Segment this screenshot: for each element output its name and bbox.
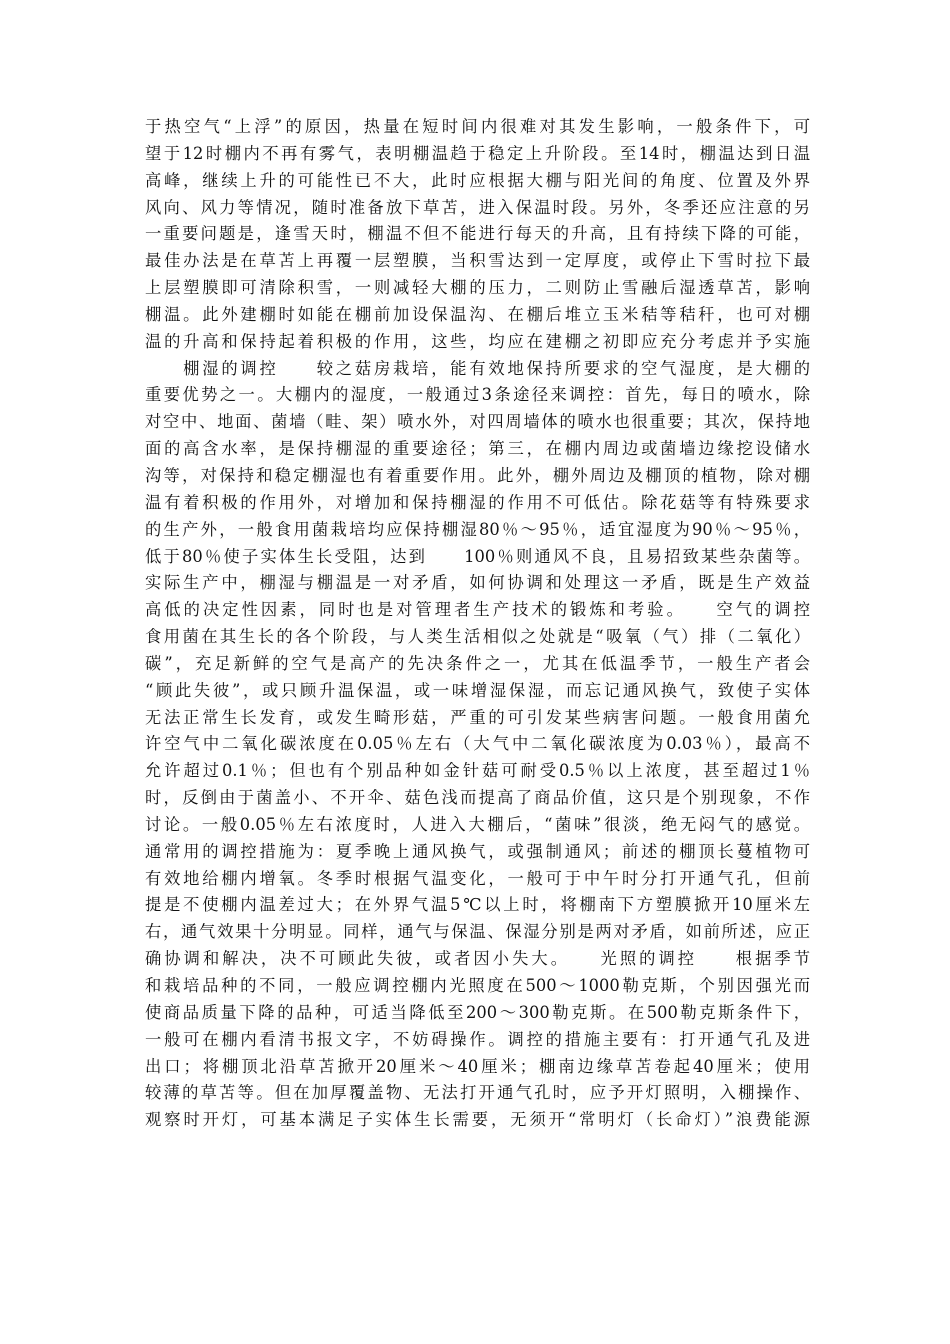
text-line: 有效地给棚内增氧。冬季时根据气温变化，一般可于中午时分打开通气孔，但前	[145, 868, 810, 888]
text-line: 实际生产中，棚湿与棚温是一对矛盾，如何协调和处理这一矛盾，既是生产效益	[145, 573, 810, 593]
text-line: 一般可在棚内看清书报文字，不妨碍操作。调控的措施主要有：打开通气孔及进	[145, 1029, 810, 1049]
text-line: 许空气中二氧化碳浓度在0.05％左右（大气中二氧化碳浓度为0.03％），最高不	[145, 734, 810, 754]
text-line: 较薄的草苫等。但在加厚覆盖物、无法打开通气孔时，应予开灯照明，入棚操作、	[145, 1083, 810, 1103]
text-line: 风向、风力等情况，随时准备放下草苫，进入保温时段。另外，冬季还应注意的另	[145, 197, 810, 217]
text-line: 高峰，继续上升的可能性已不大，此时应根据大棚与阳光间的角度、位置及外界	[145, 170, 810, 190]
text-line: 食用菌在其生长的各个阶段，与人类生活相似之处就是“吸氧（气）排（二氧化）	[145, 627, 810, 647]
text-line: 于热空气“上浮”的原因，热量在短时间内很难对其发生影响，一般条件下，可	[145, 117, 810, 136]
text-line: 沟等，对保持和稳定棚湿也有着重要作用。此外，棚外周边及棚顶的植物，除对棚	[145, 465, 810, 485]
text-line: 最佳办法是在草苫上再覆一层塑膜，当积雪达到一定厚度，或停止下雪时拉下最	[145, 251, 810, 271]
text-line: 温有着积极的作用外，对增加和保持棚湿的作用不可低估。除花菇等有特殊要求	[145, 492, 810, 512]
text-line: 观察时开灯，可基本满足子实体生长需要，无须开“常明灯（长命灯）”浪费能源	[145, 1110, 810, 1130]
text-line: 上层塑膜即可清除积雪，一则减轻大棚的压力，二则防止雪融后湿透草苫，影响	[145, 278, 810, 298]
text-line: 使商品质量下降的品种，可适当降低至200～300勒克斯。在500勒克斯条件下，	[145, 1002, 810, 1022]
text-line: “顾此失彼”，或只顾升温保温，或一味增湿保湿，而忘记通风换气，致使子实体	[145, 680, 810, 700]
text-line: 高低的决定性因素，同时也是对管理者生产技术的锻炼和考验。 空气的调控	[145, 600, 810, 620]
text-line: 一重要问题是，逢雪天时，棚温不但不能进行每天的升高，且有持续下降的可能，	[145, 224, 810, 244]
text-line: 确协调和解决，决不可顾此失彼，或者因小失大。 光照的调控 根据季节	[145, 949, 810, 969]
text-line: 面的高含水率，是保持棚湿的重要途径；第三，在棚内周边或菌墙边缘挖设储水	[145, 439, 810, 459]
text-line: 望于12时棚内不再有雾气，表明棚温趋于稳定上升阶段。至14时，棚温达到日温	[145, 143, 810, 163]
text-line: 讨论。一般0.05％左右浓度时，人进入大棚后，“菌味”很淡，绝无闷气的感觉。	[145, 814, 810, 834]
text-line: 对空中、地面、菌墙（畦、架）喷水外，对四周墙体的喷水也很重要；其次，保持地	[145, 412, 810, 432]
text-line: 时，反倒由于菌盖小、不开伞、菇色浅而提高了商品价值，这只是个别现象，不作	[145, 788, 810, 808]
text-line: 允许超过0.1％；但也有个别品种如金针菇可耐受0.5％以上浓度，甚至超过1％	[145, 761, 810, 781]
text-line: 和栽培品种的不同，一般应调控棚内光照度在500～1000勒克斯，个别因强光而	[145, 976, 810, 995]
text-line: 提是不使棚内温差过大；在外界气温5℃以上时，将棚南下方塑膜掀开10厘米左	[145, 895, 810, 915]
text-line: 低于80％使子实体生长受阻，达到 100％则通风不良，且易招致某些杂菌等。	[145, 546, 810, 566]
text-line: 碳”，充足新鲜的空气是高产的先决条件之一，尤其在低温季节，一般生产者会	[145, 653, 810, 673]
text-line: 棚温。此外建棚时如能在棚前加设保温沟、在棚后堆立玉米秸等秸秆，也可对棚	[145, 304, 810, 324]
text-line: 重要优势之一。大棚内的湿度，一般通过3条途径来调控：首先，每日的喷水，除	[145, 385, 810, 405]
text-line: 温的升高和保持起着积极的作用，这些，均应在建棚之初即应充分考虑并予实施	[145, 331, 810, 351]
text-line: 通常用的调控措施为：夏季晚上通风换气，或强制通风；前述的棚顶长蔓植物可	[145, 841, 810, 861]
text-line: 无法正常生长发育，或发生畸形菇，严重的可引发某些病害问题。一般食用菌允	[145, 707, 810, 727]
body-text	[145, 114, 810, 1134]
text-line: 出口；将棚顶北沿草苫掀开20厘米～40厘米；棚南边缘草苫卷起40厘米；使用	[145, 1056, 810, 1076]
text-line: 棚湿的调控 较之菇房栽培，能有效地保持所要求的空气湿度，是大棚的	[145, 358, 810, 378]
text-line: 右，通气效果十分明显。同样，通气与保温、保湿分别是两对矛盾，如前所述，应正	[145, 922, 810, 942]
text-line: 的生产外，一般食用菌栽培均应保持棚湿80％～95％，适宜湿度为90％～95％，	[145, 519, 810, 539]
